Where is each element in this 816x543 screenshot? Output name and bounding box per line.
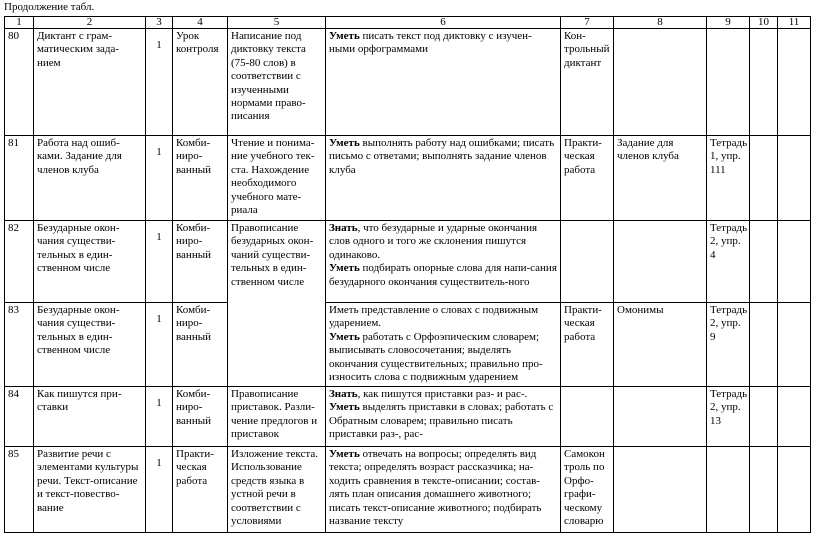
lesson-hours: 1 <box>146 303 173 387</box>
empty-cell <box>750 136 778 221</box>
lesson-topic: Развитие речи с элементами культуры речи. Текст-описание и текст-повество-вание <box>34 447 146 533</box>
col-header: 3 <box>146 17 173 29</box>
lesson-extra <box>614 447 707 533</box>
lesson-content: Изложение текста. Использование средств языка в устной речи в соответствии с условиями <box>228 447 326 533</box>
col-header: 2 <box>34 17 146 29</box>
table-caption: Продолжение табл. <box>4 1 95 13</box>
lesson-homework: Тетрадь 2, упр. 9 <box>707 303 750 387</box>
lesson-extra <box>614 29 707 136</box>
table-row <box>5 447 811 533</box>
table-row <box>5 29 811 136</box>
empty-cell <box>778 303 811 387</box>
col-header: 10 <box>750 17 778 29</box>
lesson-control <box>561 221 614 303</box>
lesson-content: Правописание приставок. Разли-чение предлогов и приставок <box>228 387 326 447</box>
lesson-requirements: Уметь отвечать на вопросы; определять вид текста; определять возраст рассказчика; на-ходить сравнения в тексте-описании; состав-лять план описания домашнего животного; писать текст-описание животного; подбирать название тексту <box>326 447 561 533</box>
lesson-topic: Безударные окон-чания существи-тельных в един-ственном числе <box>34 303 146 387</box>
lesson-type: Практи-ческая работа <box>173 447 228 533</box>
lesson-hours: 1 <box>146 136 173 221</box>
lesson-requirements: Иметь представление о словах с подвижным ударением. Уметь работать с Орфоэпическим словарем; выписывать словосочетания; выделять окончания существительных; правильно про-износить слова с подвижным ударением <box>326 303 561 387</box>
lesson-topic: Диктант с грам-матическим зада-нием <box>34 29 146 136</box>
table-row <box>5 221 811 303</box>
lesson-type: Комби-ниро-ванный <box>173 387 228 447</box>
lesson-hours: 1 <box>146 447 173 533</box>
table-row <box>5 303 811 387</box>
lesson-extra: Задание для членов клуба <box>614 136 707 221</box>
col-header: 1 <box>5 17 34 29</box>
lesson-homework <box>707 29 750 136</box>
table-row <box>5 387 811 447</box>
lesson-homework: Тетрадь 2, упр. 4 <box>707 221 750 303</box>
lesson-topic: Работа над ошиб-ками. Задание для членов клуба <box>34 136 146 221</box>
empty-cell <box>778 387 811 447</box>
empty-cell <box>778 447 811 533</box>
lesson-homework: Тетрадь 2, упр. 13 <box>707 387 750 447</box>
lesson-extra <box>614 387 707 447</box>
lesson-homework: Тетрадь 1, упр. 111 <box>707 136 750 221</box>
lesson-number: 80 <box>5 29 34 136</box>
col-header: 5 <box>228 17 326 29</box>
lesson-homework <box>707 447 750 533</box>
lesson-number: 84 <box>5 387 34 447</box>
header-row <box>5 17 811 29</box>
lesson-type: Комби-ниро-ванный <box>173 303 228 387</box>
lesson-topic: Как пишутся при-ставки <box>34 387 146 447</box>
empty-cell <box>750 447 778 533</box>
lesson-content: Чтение и понима-ние учебного тек-ста. Нахождение необходимого учебного мате-риала <box>228 136 326 221</box>
empty-cell <box>778 136 811 221</box>
lesson-control: Кон-трольный диктант <box>561 29 614 136</box>
lesson-control: Практи-ческая работа <box>561 136 614 221</box>
lesson-control <box>561 387 614 447</box>
empty-cell <box>750 387 778 447</box>
lesson-control: Практи-ческая работа <box>561 303 614 387</box>
lesson-control: Самокон троль по Орфо-графи-ческому словарю <box>561 447 614 533</box>
empty-cell <box>750 303 778 387</box>
empty-cell <box>778 221 811 303</box>
lesson-topic: Безударные окон-чания существи-тельных в един-ственном числе <box>34 221 146 303</box>
lesson-type: Комби-ниро-ванный <box>173 221 228 303</box>
col-header: 7 <box>561 17 614 29</box>
lesson-content: Написание под диктовку текста (75-80 слов) в соответствии с изученными нормами право-писания <box>228 29 326 136</box>
lesson-hours: 1 <box>146 29 173 136</box>
lesson-number: 82 <box>5 221 34 303</box>
col-header: 8 <box>614 17 707 29</box>
lesson-extra: Омонимы <box>614 303 707 387</box>
lesson-number: 85 <box>5 447 34 533</box>
empty-cell <box>750 29 778 136</box>
lesson-type: Комби-ниро-ванный <box>173 136 228 221</box>
lesson-requirements: Уметь писать текст под диктовку с изучен-ными орфограммами <box>326 29 561 136</box>
col-header: 4 <box>173 17 228 29</box>
col-header: 11 <box>778 17 811 29</box>
table-row <box>5 136 811 221</box>
lesson-requirements: Знать, что безударные и ударные окончания слов одного и того же склонения пишутся одинаково. Уметь подбирать опорные слова для напи-сания безударного окончания существитель-ного <box>326 221 561 303</box>
lesson-hours: 1 <box>146 387 173 447</box>
lesson-requirements: Знать, как пишутся приставки раз- и рас-. Уметь выделять приставки в словах; работать с Обратным словарем; правильно писать приставки раз-, рас- <box>326 387 561 447</box>
col-header: 6 <box>326 17 561 29</box>
col-header: 9 <box>707 17 750 29</box>
lesson-number: 83 <box>5 303 34 387</box>
lesson-requirements: Уметь выполнять работу над ошибками; писать письмо с ответами; выполнять задание членов клуба <box>326 136 561 221</box>
lesson-hours: 1 <box>146 221 173 303</box>
lesson-type: Урок контроля <box>173 29 228 136</box>
lesson-content: Правописание безударных окон-чаний существи-тельных в един-ственном числе <box>228 221 326 387</box>
lesson-plan-table <box>4 16 811 533</box>
lesson-number: 81 <box>5 136 34 221</box>
empty-cell <box>778 29 811 136</box>
lesson-extra <box>614 221 707 303</box>
empty-cell <box>750 221 778 303</box>
